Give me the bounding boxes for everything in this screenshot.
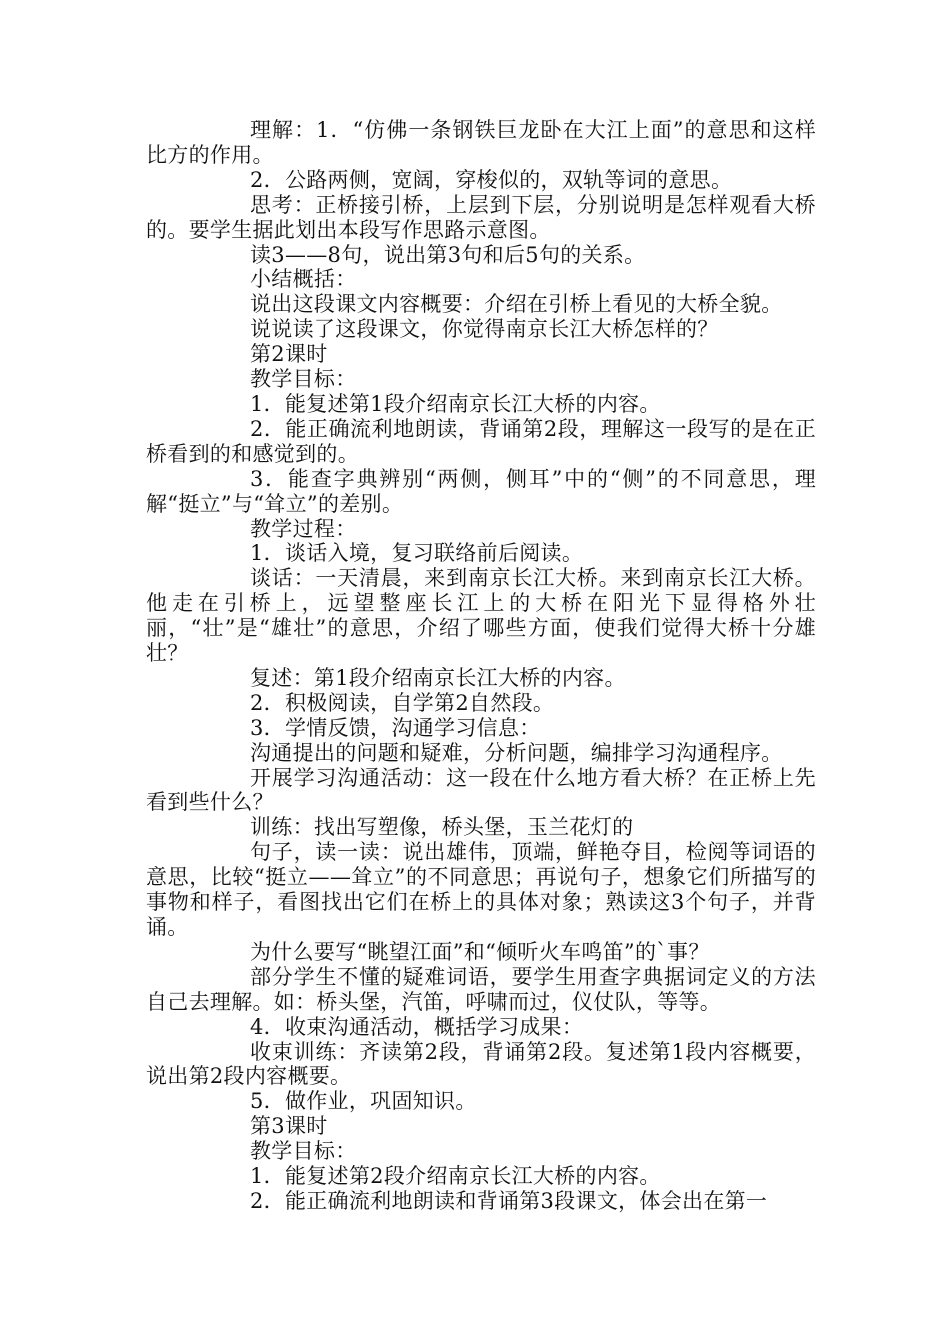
- paragraph: 4．收束沟通活动，概括学习成果：: [250, 1014, 584, 1039]
- paragraph: 1．谈话入境，复习联络前后阅读。: [250, 541, 584, 566]
- paragraph: 2．公路两侧，宽阔，穿梭似的，双轨等词的意思。: [250, 167, 733, 192]
- lesson-heading: 第3课时: [250, 1114, 328, 1139]
- paragraph: 复述：第1段介绍南京长江大桥的内容。: [250, 665, 626, 690]
- paragraph: 理解：1．“仿佛一条钢铁巨龙卧在大江上面”的意思和这样比方的作用。: [146, 118, 816, 167]
- paragraph: 3．能查字典辨别“两侧，侧耳”中的“侧”的不同意思，理解“挺立”与“耸立”的差别。: [146, 466, 816, 516]
- paragraph: 部分学生不懂的疑难词语，要学生用查字典据词定义的方法自己去理解。如：桥头堡，汽笛，呼啸而过，仪仗队，等等。: [146, 964, 816, 1014]
- lesson-heading: 第2课时: [250, 342, 328, 367]
- paragraph: 2．能正确流利地朗读和背诵第3段课文，体会出在第一: [250, 1188, 768, 1213]
- document-body: [146, 118, 816, 1214]
- paragraph: 说说读了这段课文，你觉得南京长江大桥怎样的？: [250, 317, 719, 342]
- paragraph: 5．做作业，巩固知识。: [250, 1089, 477, 1114]
- paragraph: 3．学情反馈，沟通学习信息：: [250, 715, 541, 740]
- paragraph: 读3——8句，说出第3句和后5句的关系。: [250, 242, 646, 267]
- paragraph: 2．积极阅读，自学第2自然段。: [250, 690, 555, 715]
- paragraph: 1．能复述第1段介绍南京长江大桥的内容。: [250, 391, 661, 416]
- paragraph: 思考：正桥接引桥，上层到下层，分别说明是怎样观看大桥的。要学生据此划出本段写作思路示意图。: [146, 192, 816, 242]
- section-heading: 教学目标：: [250, 1139, 357, 1164]
- paragraph: 训练：找出写塑像，桥头堡，玉兰花灯的: [250, 815, 634, 840]
- paragraph: 说出这段课文内容概要：介绍在引桥上看见的大桥全貌。: [250, 292, 783, 317]
- paragraph: 2．能正确流利地朗读，背诵第2段，理解这一段写的是在正桥看到的和感觉到的。: [146, 416, 816, 466]
- paragraph: 句子，读一读：说出雄伟，顶端，鲜艳夺目，检阅等词语的意思，比较“挺立——耸立”的不同意思；再说句子，想象它们所描写的事物和样子，看图找出它们在桥上的具体对象；熟读这3个句子，并背诵。: [146, 840, 816, 939]
- paragraph: 收束训练：齐读第2段，背诵第2段。复述第1段内容概要，说出第2段内容概要。: [146, 1039, 816, 1089]
- paragraph: 沟通提出的问题和疑难，分析问题，编排学习沟通程序。: [250, 740, 783, 765]
- paragraph: 小结概括：: [250, 267, 357, 292]
- section-heading: 教学目标：: [250, 367, 357, 392]
- paragraph: 为什么要写“眺望江面”和“倾听火车鸣笛”的`事？: [250, 939, 710, 964]
- paragraph: 谈话：一天清晨，来到南京长江大桥。来到南京长江大桥。他走在引桥上，远望整座长江上的大桥在阳光下显得格外壮丽，“壮”是“雄壮”的意思，介绍了哪些方面，使我们觉得大桥十分雄壮？: [146, 566, 816, 666]
- section-heading: 教学过程：: [250, 516, 357, 541]
- paragraph: 开展学习沟通活动：这一段在什么地方看大桥？在正桥上先看到些什么？: [146, 765, 816, 815]
- paragraph: 1．能复述第2段介绍南京长江大桥的内容。: [250, 1164, 661, 1189]
